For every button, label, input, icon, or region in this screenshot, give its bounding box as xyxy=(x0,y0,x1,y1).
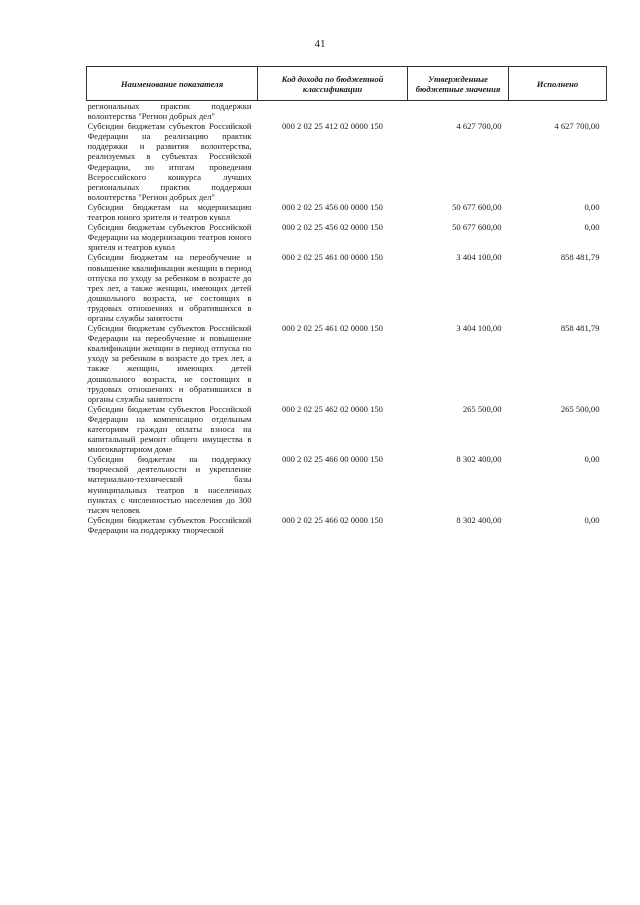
table-row xyxy=(87,202,607,222)
row-approved: 50 677 600,00 xyxy=(452,222,502,233)
row-code: 000 2 02 25 456 00 0000 150 xyxy=(282,201,383,212)
row-executed: 0,00 xyxy=(584,201,600,212)
row-name: Субсидии бюджетам субъектов Российской Федерации на модернизацию театров юного зрителя и театров кукол xyxy=(87,222,252,253)
row-executed xyxy=(509,101,607,122)
table-row xyxy=(87,121,607,202)
row-code: 000 2 02 25 466 00 0000 150 xyxy=(282,454,383,465)
row-name: Субсидии бюджетам на модернизацию театров юного зрителя и театров кукол xyxy=(87,201,252,223)
table-row xyxy=(87,101,607,122)
row-code: 000 2 02 25 466 02 0000 150 xyxy=(282,514,383,525)
row-executed: 265 500,00 xyxy=(560,403,600,414)
row-approved: 265 500,00 xyxy=(462,403,502,414)
row-code: 000 2 02 25 412 02 0000 150 xyxy=(282,121,383,132)
table-row xyxy=(87,252,607,323)
row-approved: 4 627 700,00 xyxy=(456,121,502,132)
row-code: 000 2 02 25 456 02 0000 150 xyxy=(282,222,383,233)
row-approved: 8 302 400,00 xyxy=(456,454,502,465)
table-row xyxy=(87,404,607,454)
table-row xyxy=(87,515,607,535)
row-executed: 4 627 700,00 xyxy=(554,121,600,132)
table-row xyxy=(87,222,607,252)
row-name: региональных практик поддержки волонтерства "Регион добрых дел" xyxy=(87,101,252,122)
row-approved: 3 404 100,00 xyxy=(456,323,502,334)
row-approved: 50 677 600,00 xyxy=(452,201,502,212)
table-header xyxy=(87,67,607,101)
row-code: 000 2 02 25 462 02 0000 150 xyxy=(282,403,383,414)
page-number: 41 xyxy=(314,38,326,50)
table-row xyxy=(87,323,607,404)
row-executed: 0,00 xyxy=(584,514,600,525)
row-code xyxy=(258,101,408,122)
row-executed: 0,00 xyxy=(584,454,600,465)
row-code: 000 2 02 25 461 00 0000 150 xyxy=(282,252,383,263)
header-approved: Утвержденные бюджетные значения xyxy=(408,67,509,101)
row-name: Субсидии бюджетам на поддержку творческой деятельности и укрепление материально-технической базы муниципальных театров в населенных пунктах с численностью населения до 300 тысяч человек xyxy=(87,454,252,515)
row-code: 000 2 02 25 461 02 0000 150 xyxy=(282,323,383,334)
row-name: Субсидии бюджетам на переобучение и повышение квалификации женщин в период отпуска по уходу за ребенком в возрасте до трех лет, а также женщин, имеющих детей дошкольного возраста, не состоящих в трудовых отношениях и обратившихся в органы службы занятости xyxy=(87,252,252,323)
table-row xyxy=(87,454,607,515)
header-name: Наименование показателя xyxy=(87,67,258,101)
row-name: Субсидии бюджетам субъектов Российской Федерации на реализацию практик поддержки и развития волонтерства, реализуемых в субъектах Российской Федерации, по итогам проведения Всероссийского конкурса лучших региональных практик поддержки волонтерства "Регион добрых дел" xyxy=(87,121,252,202)
header-executed: Исполнено xyxy=(509,67,607,101)
header-code: Код дохода по бюджетной классификации xyxy=(258,67,408,101)
row-executed: 858 481,79 xyxy=(560,323,600,334)
row-name: Субсидии бюджетам субъектов Российской Федерации на компенсацию отдельным категориям граждан оплаты взноса на капитальный ремонт общего имущества в многоквартирном доме xyxy=(87,403,252,455)
row-executed: 858 481,79 xyxy=(560,252,600,263)
row-name: Субсидии бюджетам субъектов Российской Федерации на поддержку творческой xyxy=(87,514,252,535)
row-name: Субсидии бюджетам субъектов Российской Федерации на переобучение и повышение квалификации женщин в период отпуска по уходу за ребенком в возрасте до трех лет, а также женщин, имеющих детей дошкольного возраста, не состоящих в трудовых отношениях и обратившихся в органы службы занятости xyxy=(87,323,252,404)
row-approved xyxy=(408,101,509,122)
budget-revenue-table xyxy=(86,66,607,535)
row-approved: 8 302 400,00 xyxy=(456,514,502,525)
row-executed: 0,00 xyxy=(584,222,600,233)
row-approved: 3 404 100,00 xyxy=(456,252,502,263)
